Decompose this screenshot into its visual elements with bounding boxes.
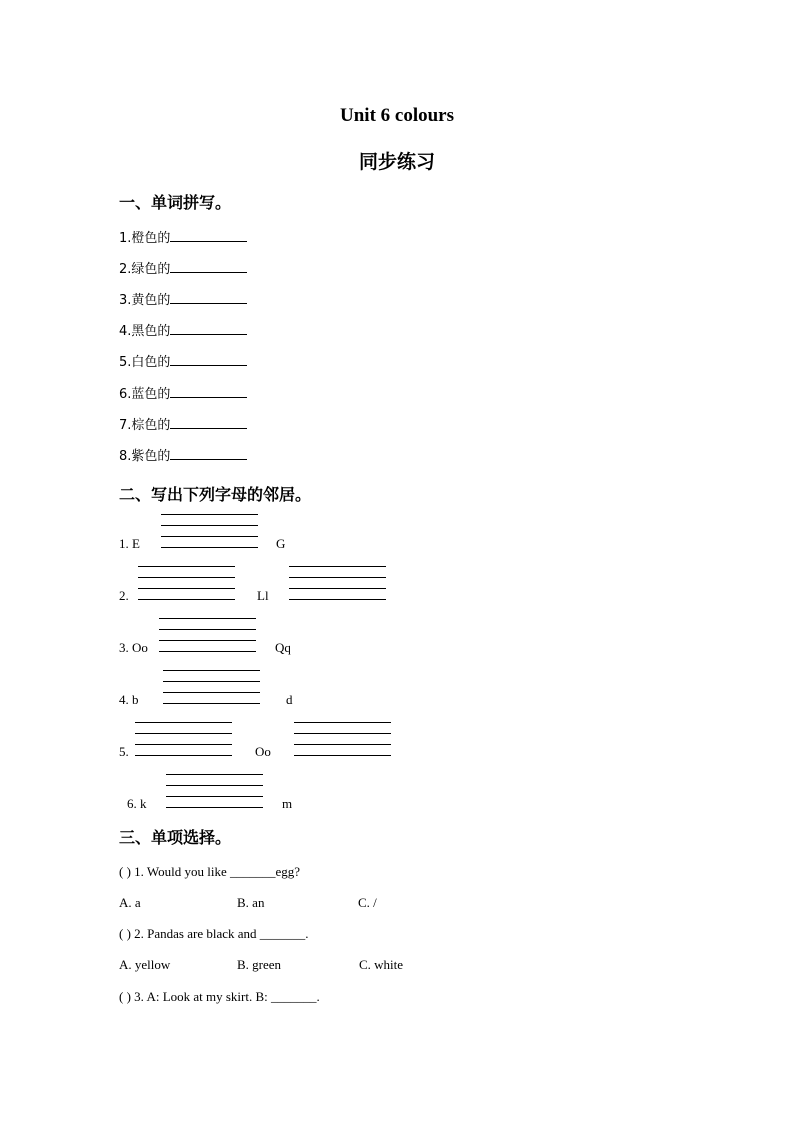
q2-option-a[interactable]: A. yellow [119,957,171,972]
letter-item-2-left: 2. [119,588,129,603]
answer-blank[interactable] [170,447,247,460]
answer-blank[interactable] [170,291,247,304]
writing-line[interactable] [289,566,386,567]
q1-option-a[interactable]: A. a [119,895,141,910]
writing-line[interactable] [294,744,391,745]
writing-line[interactable] [163,703,260,704]
answer-blank[interactable] [170,385,247,398]
writing-line[interactable] [163,681,260,682]
letter-item-4-left: 4. b [119,692,139,707]
letter-item-5-left: 5. [119,744,129,759]
question-3: ( ) 3. A: Look at my skirt. B: _______. [119,989,320,1004]
writing-line[interactable] [294,733,391,734]
writing-line[interactable] [289,599,386,600]
writing-line[interactable] [166,774,263,775]
writing-line[interactable] [294,755,391,756]
letter-item-2-right: Ll [257,588,269,603]
writing-line[interactable] [289,577,386,578]
letter-item-1-right: G [276,536,286,551]
spelling-item-4: 4.黑色的 [119,322,247,340]
writing-line[interactable] [166,807,263,808]
letter-item-1-left: 1. E [119,536,140,551]
section-1-heading: 一、单词拼写。 [119,193,232,212]
writing-line[interactable] [289,588,386,589]
writing-line[interactable] [138,577,235,578]
spelling-item-1: 1.橙色的 [119,229,247,247]
letter-item-4-right: d [286,692,293,707]
writing-line[interactable] [159,640,256,641]
writing-line[interactable] [135,755,232,756]
question-2: ( ) 2. Pandas are black and _______. [119,926,309,941]
answer-blank[interactable] [170,260,247,273]
writing-line[interactable] [135,744,232,745]
letter-item-3-right: Qq [275,640,291,655]
writing-line[interactable] [161,514,258,515]
writing-line[interactable] [159,651,256,652]
letter-item-6-right: m [282,796,293,811]
writing-line[interactable] [161,525,258,526]
answer-blank[interactable] [170,353,247,366]
question-1: ( ) 1. Would you like _______egg? [119,864,301,879]
letter-item-5-right: Oo [255,744,271,759]
section-2-heading: 二、写出下列字母的邻居。 [119,485,312,504]
spelling-item-6: 6.蓝色的 [119,385,247,403]
answer-blank[interactable] [170,229,247,242]
spelling-item-7: 7.棕色的 [119,416,247,434]
writing-line[interactable] [135,733,232,734]
writing-line[interactable] [135,722,232,723]
letter-item-3-left: 3. Oo [119,640,148,655]
writing-line[interactable] [161,547,258,548]
spelling-item-5: 5.白色的 [119,353,247,371]
q1-option-c[interactable]: C. / [358,895,377,910]
spelling-item-3: 3.黄色的 [119,291,247,309]
q1-option-b[interactable]: B. an [237,895,265,910]
letter-item-6-left: 6. k [127,796,147,811]
writing-line[interactable] [138,566,235,567]
writing-line[interactable] [159,629,256,630]
writing-line[interactable] [163,692,260,693]
spelling-item-2: 2.绿色的 [119,260,247,278]
section-3-heading: 三、单项选择。 [119,828,232,847]
answer-blank[interactable] [170,322,247,335]
writing-line[interactable] [163,670,260,671]
writing-line[interactable] [138,599,235,600]
writing-line[interactable] [294,722,391,723]
worksheet-title: Unit 6 colours [340,105,454,126]
spelling-item-8: 8.紫色的 [119,447,247,465]
worksheet-subtitle: 同步练习 [358,151,435,173]
writing-line[interactable] [166,785,263,786]
writing-line[interactable] [159,618,256,619]
answer-blank[interactable] [170,416,247,429]
q2-option-c[interactable]: C. white [359,957,404,972]
writing-line[interactable] [166,796,263,797]
q2-option-b[interactable]: B. green [237,957,282,972]
writing-line[interactable] [138,588,235,589]
writing-line[interactable] [161,536,258,537]
